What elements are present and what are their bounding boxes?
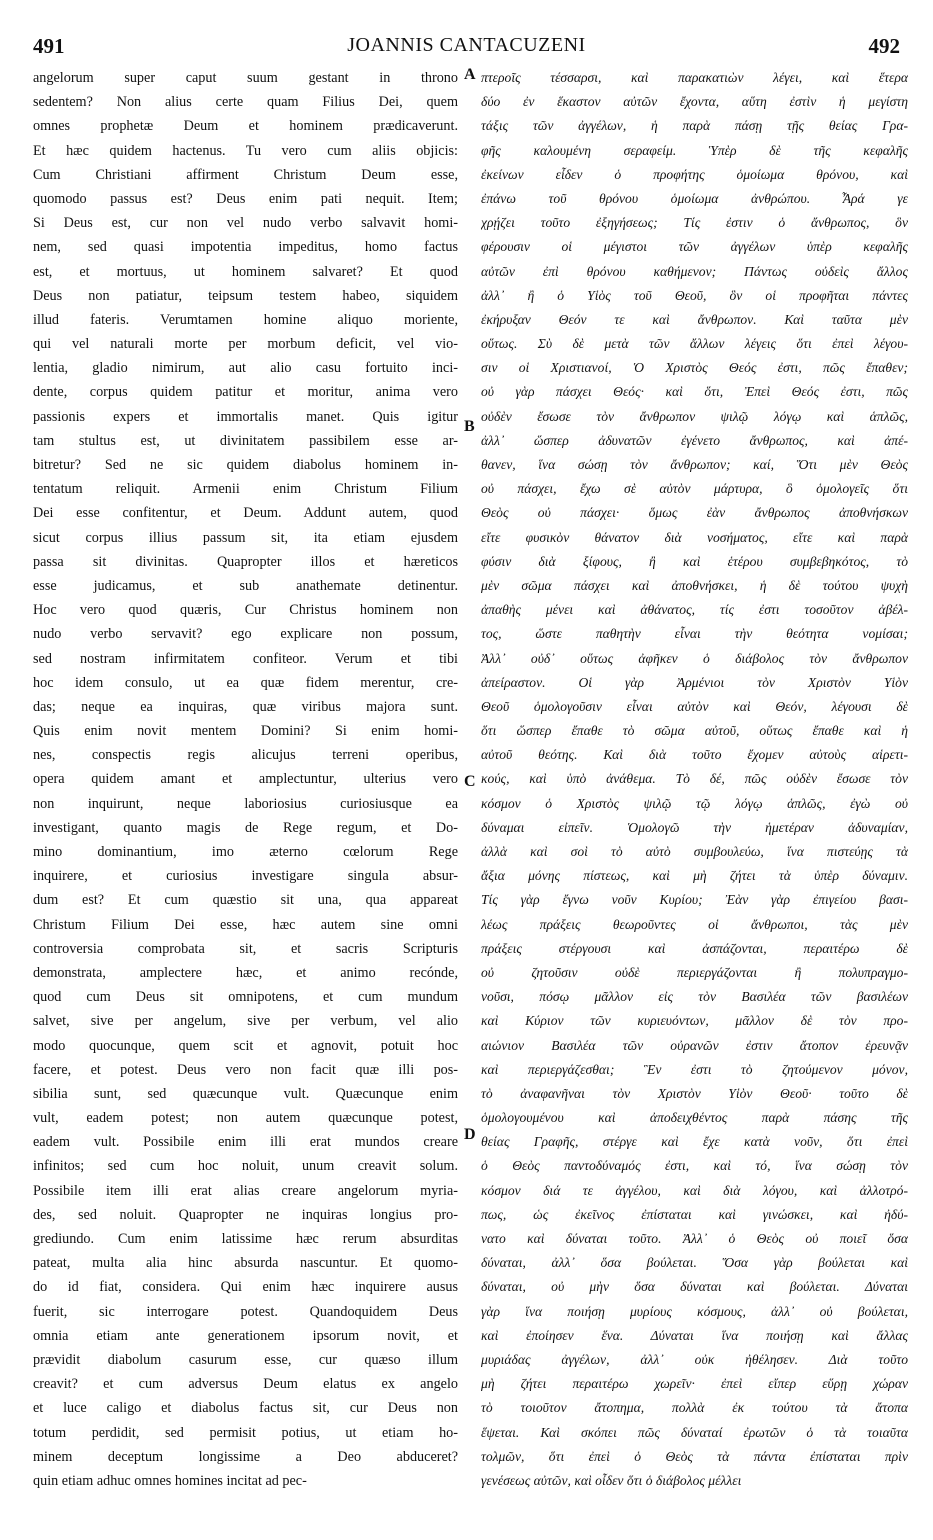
greek-text-line: αὐτῶν ἐπὶ θρόνου καθήμενον; Πάντως οὐδεὶς ἄλλος — [481, 263, 908, 279]
greek-text-line: πράξεις στέργουσι καὶ ἀσπάζονται, περαιτέρω δὲ — [481, 940, 908, 956]
greek-text-line: οὐ πάσχει, ἔχω σὲ αὐτὸν μάρτυρα, ὃ ὁμολογεῖς ὅτι — [481, 481, 908, 497]
latin-text-line: Dei esse confitentur, et Deum. Addunt autem, quod — [33, 505, 458, 522]
greek-text-line: μὲν σῶμα πάσχει καὶ ἀποθνήσκει, ἡ δὲ τούτου ψυχὴ — [481, 577, 908, 593]
page-number-left: 491 — [33, 34, 65, 58]
greek-text-line: ἐκείνων εἶδεν ὁ προφήτης ὁμοίωμα θρόνου, καὶ — [481, 166, 908, 182]
latin-text-line: sedentem? Non alius certe quam Filius Dei, quem — [33, 94, 458, 111]
latin-text-line: dente, corpus quidem patitur et moritur, anima vero — [33, 384, 458, 401]
latin-text-line: quin etiam adhuc omnes homines incitat ad pec- — [33, 1472, 307, 1489]
latin-text-line: dum est? Et cum quæstio sit una, qua appareat — [33, 892, 458, 909]
latin-text-line: tam stultus est, ut divinitatem passibilem esse ar- — [33, 432, 458, 449]
greek-text-line: ὁμολογουμένου καὶ ἀποδειχθέντος παρὰ πάσης τῆς — [481, 1110, 908, 1126]
latin-text-line: totum perdidit, sed permisit potius, ut etiam ho- — [33, 1424, 458, 1441]
latin-text-line: Christum Filium Dei esse, hæc autem sine omni — [33, 916, 458, 933]
greek-text-line: δύο ἐν ἕκαστον αὐτῶν ἔχοντα, αὕτη ἐστὶν ἡ μεγίστη — [481, 94, 908, 110]
latin-text-line: angelorum super caput suum gestant in throno — [33, 70, 458, 86]
latin-text-line: esse judicamus, et sub anathemate detinentur. — [33, 577, 458, 594]
latin-text-line: creavit? et cum adversus Deum elatus ex angelo — [33, 1376, 458, 1393]
latin-text-line: minem deceptum longissime a Deo abduceret? — [33, 1448, 458, 1465]
latin-text-line: prævidit diabolum casurum esse, cur quæso illum — [33, 1351, 458, 1368]
latin-text-line: demonstrata, amplectere hæc, et animo recónde, — [33, 964, 458, 981]
greek-text-line: αιώνιον Βασιλέα τῶν οὐρανῶν ἐστιν ἄτοπον ἐρευνᾷν — [481, 1037, 908, 1053]
greek-text-line: ὅτι ὥσπερ ἔπαθε τὸ σῶμα αὐτοῦ, οὕτως ἔπαθε καὶ ἡ — [481, 723, 908, 739]
greek-text-line: γὰρ ἵνα ποιήσῃ μυρίους κόσμους, ἀλλ᾽ οὐ βούλεται, — [481, 1303, 908, 1319]
greek-text-line: νοῦσι, πόσῳ μᾶλλον εἰς τὸν Βασιλέα τῶν βασιλέων — [481, 989, 908, 1005]
greek-text-line: μυριάδας ἀγγέλων, ἀλλ᾽ οὐκ ἠθέλησεν. Διὰ τοῦτο — [481, 1351, 908, 1367]
latin-text-line: salvet, sive per angelum, sive per verbum, vel alio — [33, 1013, 458, 1030]
latin-text-line: Deus non patiatur, teipsum testem habeo, siquidem — [33, 287, 458, 304]
latin-text-line: quod cum Deus sit omnipotens, et cum mundum — [33, 989, 458, 1006]
latin-text-line: controversia comprobata sit, et sacris Scripturis — [33, 940, 458, 957]
latin-text-line: passionis expers et immortalis manet. Quis igitur — [33, 408, 458, 425]
greek-text-line: καὶ περιεργάζεσθαι; Ἓν ἐστι τὸ ζητούμενον μόνον, — [481, 1061, 908, 1077]
latin-text-line: Si Deus est, cur non vel nudo verbo salvavit homi- — [33, 215, 458, 232]
latin-text-line: hoc idem consulo, ut ea quæ fidem merentur, cre- — [33, 674, 458, 691]
latin-text-line: lentia, gladio nimirum, aut alio casu fortuito inci- — [33, 360, 458, 377]
greek-text-line: ἀλλ᾽ ὥσπερ ἀδυνατῶν ἐγένετο ἄνθρωπος, καὶ ἀπέ- — [481, 432, 908, 448]
greek-text-line: οὕτως. Σὺ δὲ μετὰ τῶν ἄλλων λέγεις ὅτι ἐπεὶ λέγου- — [481, 336, 908, 352]
greek-text-line: Ἀλλ᾽ οὐδ᾽ οὕτως ἀφῆκεν ὁ διάβολος τὸν ἄνθρωπον — [481, 650, 908, 666]
latin-text-line: facere, et potest. Deus vero non facit quæ illi pos- — [33, 1061, 458, 1078]
greek-text-line: εἴτε φυσικὸν θάνατον διὰ νοσήματος, εἴτε καὶ παρὰ — [481, 529, 908, 545]
margin-marker-a: A — [464, 66, 476, 83]
latin-text-line: Cum Christiani affirment Christum Deum esse, — [33, 166, 458, 183]
greek-text-line: πως, ὡς ἐκεῖνος ἐπίσταται καὶ γινώσκει, καὶ ἠδύ- — [481, 1206, 908, 1222]
latin-text-line: pateat, multa alia hinc absurda nascuntur. Et quomo- — [33, 1255, 458, 1272]
page-header — [33, 34, 900, 64]
greek-text-line: ἐπάνω τοῦ θρόνου ὁμοίωμα ἀνθρώπου. Ἆρά γε — [481, 190, 908, 206]
latin-text-line: illud fateris. Verumtamen homine aliquo moriente, — [33, 311, 458, 328]
latin-text-line: sicut corpus illius passum sit, ita etiam ejusdem — [33, 529, 458, 546]
latin-text-line: omnes prophetæ Deum et hominem prædicaverunt. — [33, 118, 458, 135]
latin-text-line: nudo verbo servavit? ego explicare non possum, — [33, 626, 458, 643]
greek-text-line: Θεοῦ ὁμολογοῦσιν εἶναι αὐτὸν καὶ Θεόν, λέγουσι δὲ — [481, 698, 908, 714]
greek-text-line: δύναται, οὐ μὴν ὅσα δύναται καὶ βούλεται. Δύναται — [481, 1279, 908, 1295]
greek-text-line: ἀλλ᾽ ἢ ὁ Υἱὸς τοῦ Θεοῦ, ὃν οἱ προφῆται πάντες — [481, 287, 908, 303]
greek-text-line: φέρουσιν οἱ μέγιστοι τῶν ἀγγέλων ὑπὲρ κεφαλῆς — [481, 239, 908, 255]
greek-text-line: ὁ Θεὸς παντοδύναμός ἐστι, καὶ τό, ἵνα σώσῃ τὸν — [481, 1158, 908, 1174]
greek-text-line: νατο καὶ δύναται τοῦτο. Ἀλλ᾽ ὁ Θεὸς οὐ ποιεῖ ὅσα — [481, 1231, 908, 1246]
latin-text-line: infinitos; sed cum hoc noluit, unum creavit solum. — [33, 1158, 458, 1175]
latin-text-line: des, sed noluit. Quapropter ne inquiras longius pro- — [33, 1206, 458, 1223]
margin-marker-c: C — [464, 773, 476, 790]
latin-text-line: nes, conspectis regis alicujus terreni operibus, — [33, 747, 458, 764]
latin-column — [33, 66, 458, 1493]
latin-text-line: omnia etiam ante generationem ipsorum novit, et — [33, 1327, 458, 1344]
latin-text-line: inquirere, et curiosius investigare singula absur- — [33, 868, 458, 885]
greek-text-line: τάξις τῶν ἀγγέλων, ἡ παρὰ πάσῃ τῇς θείας Γρα- — [481, 118, 908, 134]
greek-text-line: Θεὸς οὐ πάσχει· ὅμως ἐὰν ἄνθρωπος ἀποθνήσκων — [481, 505, 908, 521]
latin-text-line: tentatum reliquit. Armenii enim Christum Filium — [33, 481, 458, 498]
greek-text-line: τὸ τοιοῦτον ἄτοπημα, πολλὰ ἐκ τούτου τὰ ἄτοπα — [481, 1400, 908, 1416]
greek-text-line: κόσμον διά τε ἀγγέλου, καὶ διὰ λόγου, καὶ ἀλλοτρό- — [481, 1182, 908, 1198]
latin-text-line: grediundo. Cum enim latissime hæc rerum absurditas — [33, 1231, 458, 1247]
greek-text-line: ἄξια μόνης πίστεως, καὶ μὴ ζήτει τὰ ὑπὲρ δύναμιν. — [481, 868, 908, 884]
greek-text-line: δύναται, ἀλλ᾽ ὅσα βούλεται. Ὅσα γὰρ βούλεται καὶ — [481, 1255, 908, 1271]
latin-text-line: do id fiat, considera. Qui enim hæc inquirere ausus — [33, 1279, 458, 1296]
latin-text-line: vult, eadem potest; non autem quæcunque potest, — [33, 1110, 458, 1127]
greek-text-line: καὶ Κύριον τῶν κυριευόντων, μᾶλλον δὲ τὸν προ- — [481, 1013, 908, 1029]
greek-text-line: ἀπείραστον. Οἱ γὰρ Ἀρμένιοι τὸν Χριστὸν Υἱὸν — [481, 674, 908, 690]
greek-text-line: ἕψεται. Καὶ σκόπει πῶς δύναταί ἐρωτῶν ὁ τὰ τοιαῦτα — [481, 1424, 908, 1440]
latin-text-line: Et hæc quidem hactenus. Tu vero cum aliis objicis: — [33, 142, 458, 159]
latin-text-line: non inquirunt, neque laboriosius curiosiusque ea — [33, 795, 458, 812]
greek-text-line: πτεροῖς τέσσαρσι, καὶ παρακατιὼν λέγει, καὶ ἕτερα — [481, 70, 908, 85]
greek-text-line: ἐκήρυξαν Θεόν τε καὶ ἄνθρωπον. Καὶ ταῦτα μὲν — [481, 311, 908, 327]
latin-text-line: investigant, quanto magis de Rege regum, et Do- — [33, 819, 458, 836]
greek-text-line: φύσιν διὰ ξίφους, ἢ καὶ ἑτέρου συμβεβηκότος, τὸ — [481, 553, 908, 569]
greek-column — [481, 66, 908, 1493]
margin-marker-d: D — [464, 1126, 476, 1143]
greek-text-line: αὐτοῦ θεότης. Καὶ διὰ τοῦτο ἔχομεν αὐτοὺς αἱρετι- — [481, 747, 908, 763]
greek-text-line: τολμῶν, ὅτι ἐπεὶ ὁ Θεὸς τὰ πάντα ἐπίσταται πρὶν — [481, 1448, 908, 1464]
page-number-right: 492 — [868, 34, 900, 58]
latin-text-line: fuerit, sic interrogare potest. Quandoquidem Deus — [33, 1303, 458, 1320]
latin-text-line: mino dominantium, imo æterno cœlorum Rege — [33, 844, 458, 860]
greek-text-line: κούς, καὶ ὑπὸ ἀνάθεμα. Τὸ δέ, πῶς οὐδὲν ἔσωσε τὸν — [481, 771, 908, 787]
latin-text-line: sibilia sunt, sed quæcunque vult. Quæcunque enim — [33, 1085, 458, 1102]
greek-text-line: τος, ὥστε παθητὴν εἶναι τὴν θεότητα νομίσαι; — [481, 626, 908, 642]
greek-text-line: οὐ ζητοῦσιν οὐδὲ περιεργάζονται ἢ πολυπραγμο- — [481, 964, 908, 980]
latin-text-line: bitretur? Sed ne sic quidem diabolus hominem in- — [33, 457, 458, 473]
latin-text-line: eadem vult. Possibile enim illi erat mundos creare — [33, 1134, 458, 1151]
greek-text-line: οὐ γὰρ πάσχει Θεός· καὶ ὅτι, Ἐπεὶ Θεός ἐστι, πῶς — [481, 384, 908, 400]
greek-text-line: χρῄζει τοῦτο ἐξηγήσεως; Τίς ἐστιν ὁ ἄνθρωπος, ὃν — [481, 215, 908, 231]
greek-text-line: μὴ ζήτει περαιτέρω χωρεῖν· ἐπεὶ εἴπερ εὕρῃ χώραν — [481, 1376, 908, 1392]
running-title: JOANNIS CANTACUZENI — [347, 34, 586, 56]
latin-text-line: nem, sed quasi impotentia impeditus, homo factus — [33, 239, 458, 256]
latin-text-line: passa sit divinitas. Quapropter illos et hæreticos — [33, 553, 458, 570]
latin-text-line: qui vel naturali morte per morbum deficit, vel vio- — [33, 336, 458, 353]
greek-text-line: Τίς γὰρ ἔγνω νοῦν Κυρίου; Ἐὰν γὰρ ἐπιγείου βασι- — [481, 892, 908, 908]
margin-marker-b: B — [464, 418, 475, 435]
greek-text-line: φῆς καλουμένη σεραφείμ. Ὑπὲρ δὲ τῆς κεφαλῆς — [481, 142, 908, 158]
latin-text-line: opera quidem amant et amplectuntur, ulterius vero — [33, 771, 458, 788]
greek-text-line: θανεν, ἵνα σώσῃ τὸν ἄνθρωπον; καί, Ὅτι μὲν Θεὸς — [481, 457, 908, 472]
latin-text-line: Hoc vero quod quæris, Cur Christus hominem non — [33, 602, 458, 619]
greek-text-line: κόσμον ὁ Χριστὸς ψιλῷ τῷ λόγῳ ἁπλῶς, ἐγὼ οὐ — [481, 795, 908, 811]
latin-text-line: Quis enim novit mentem Domini? Si enim homi- — [33, 723, 458, 740]
greek-text-line: θείας Γραφῆς, στέργε καὶ ἔχε κατὰ νοῦν, ὅτι ἐπεὶ — [481, 1134, 908, 1150]
latin-text-line: quomodo passus est? Deus enim pati nequit. Item; — [33, 190, 458, 207]
latin-text-line: sed nostram infirmitatem confiteor. Verum et tibi — [33, 650, 458, 667]
greek-text-line: δύναμαι εἰπεῖν. Ὁμολογῶ τὴν ἡμετέραν ἀδυναμίαν, — [481, 819, 908, 835]
greek-text-line: καὶ ἐποίησεν ἕνα. Δύναται ἵνα ποιήσῃ καὶ ἄλλας — [481, 1327, 908, 1343]
greek-text-line: γενέσεως αὐτῶν, καὶ οἶδεν ὅτι ὁ διάβολος μέλλει — [481, 1472, 742, 1488]
latin-text-line: modo quocunque, quem scit et agnovit, potuit hoc — [33, 1037, 458, 1054]
latin-text-line: Possibile item illi erat alias creare angelorum myria- — [33, 1182, 458, 1199]
latin-text-line: das; neque ea inquiras, quæ viribus majora sunt. — [33, 698, 458, 715]
greek-text-line: οὐδὲν ἔσωσε τὸν ἄνθρωπον ψιλῷ λόγῳ καὶ ἁπλῶς, — [481, 408, 908, 424]
greek-text-line: λέως πράξεις θεωροῦντες οἱ ἄνθρωποι, τὰς μὲν — [481, 916, 908, 932]
greek-text-line: ἀλλὰ καὶ σοὶ τὸ αὐτὸ συμβουλεύω, ἵνα πιστεύῃς τὰ — [481, 844, 908, 859]
latin-text-line: est, et mortuus, ut hominem salvaret? Et quod — [33, 263, 458, 280]
greek-text-line: σιν οἱ Χριστιανοί, Ὁ Χριστὸς Θεός ἐστι, πῶς ἔπαθεν; — [481, 360, 908, 376]
greek-text-line: τὸ ἀναφανῆναι τὸν Χριστὸν Υἱὸν Θεοῦ· τοῦτο δὲ — [481, 1085, 908, 1101]
greek-text-line: ἀπαθὴς μένει καὶ ἀθάνατος, τίς ἐστι τοσοῦτον ἀβέλ- — [481, 602, 908, 618]
latin-text-line: et luce caligo et diabolus factus sit, cur Deus non — [33, 1400, 458, 1417]
